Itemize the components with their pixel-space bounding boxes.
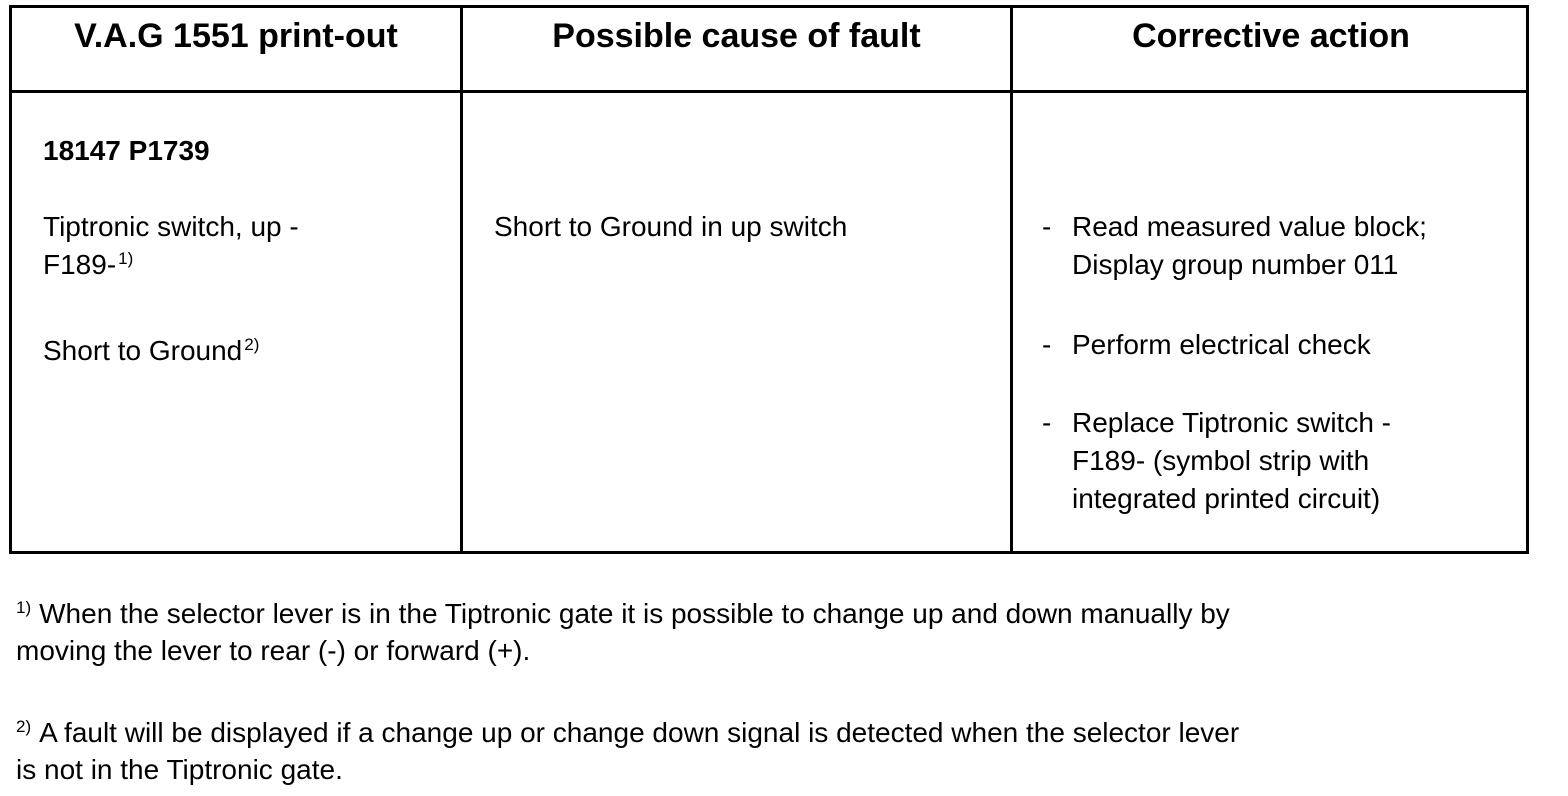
header-printout: V.A.G 1551 print-out bbox=[74, 17, 398, 55]
action-bullet-1: - bbox=[1042, 211, 1052, 242]
footnote-ref-1: 1) bbox=[118, 249, 134, 268]
fault-table bbox=[9, 5, 1529, 554]
action-3-line-2: F189- (symbol strip with bbox=[1072, 445, 1370, 476]
fault-code: 18147 P1739 bbox=[43, 135, 210, 166]
possible-cause-text: Short to Ground in up switch bbox=[494, 211, 848, 242]
footnote-1-text-1: When the selector lever is in the Tiptronic gate it is possible to change up and down manually by bbox=[39, 598, 1230, 629]
component-line-2 bbox=[43, 246, 299, 284]
header-divider bbox=[12, 90, 1526, 93]
footnote-2 bbox=[16, 714, 1376, 788]
footnote-1-line-2: moving the lever to rear (-) or forward (+). bbox=[16, 635, 531, 666]
footnote-2-line-2: is not in the Tiptronic gate. bbox=[16, 754, 343, 785]
footnote-2-marker: 2) bbox=[16, 717, 32, 736]
footnote-1-marker: 1) bbox=[16, 598, 32, 617]
action-1-line-1: Read measured value block; bbox=[1072, 211, 1427, 242]
action-item-2 bbox=[1042, 326, 1512, 364]
action-2-line-1: Perform electrical check bbox=[1072, 329, 1371, 360]
footnote-2-line-1 bbox=[16, 714, 1376, 751]
footnote-1-line-1 bbox=[16, 595, 1376, 632]
column-divider-1 bbox=[460, 8, 463, 551]
fault-component bbox=[43, 208, 299, 284]
column-divider-2 bbox=[1010, 8, 1013, 551]
component-code: F189- bbox=[43, 249, 117, 280]
footnote-ref-2: 2) bbox=[244, 335, 260, 354]
action-bullet-3: - bbox=[1042, 407, 1052, 438]
action-item-3 bbox=[1042, 404, 1512, 518]
action-bullet-2: - bbox=[1042, 329, 1052, 360]
fault-condition bbox=[43, 332, 259, 370]
action-1-line-2: Display group number 011 bbox=[1072, 249, 1399, 280]
condition-text: Short to Ground bbox=[43, 335, 243, 366]
action-3-line-1: Replace Tiptronic switch - bbox=[1072, 407, 1392, 438]
action-3-line-3: integrated printed circuit) bbox=[1072, 483, 1381, 514]
footnote-1 bbox=[16, 595, 1376, 669]
header-corrective-action: Corrective action bbox=[1132, 17, 1410, 55]
component-line-1: Tiptronic switch, up - bbox=[43, 211, 299, 242]
action-item-1 bbox=[1042, 208, 1512, 284]
footnote-2-text-1: A fault will be displayed if a change up or change down signal is detected when the selector lever bbox=[39, 717, 1240, 748]
header-possible-cause: Possible cause of fault bbox=[552, 17, 921, 55]
